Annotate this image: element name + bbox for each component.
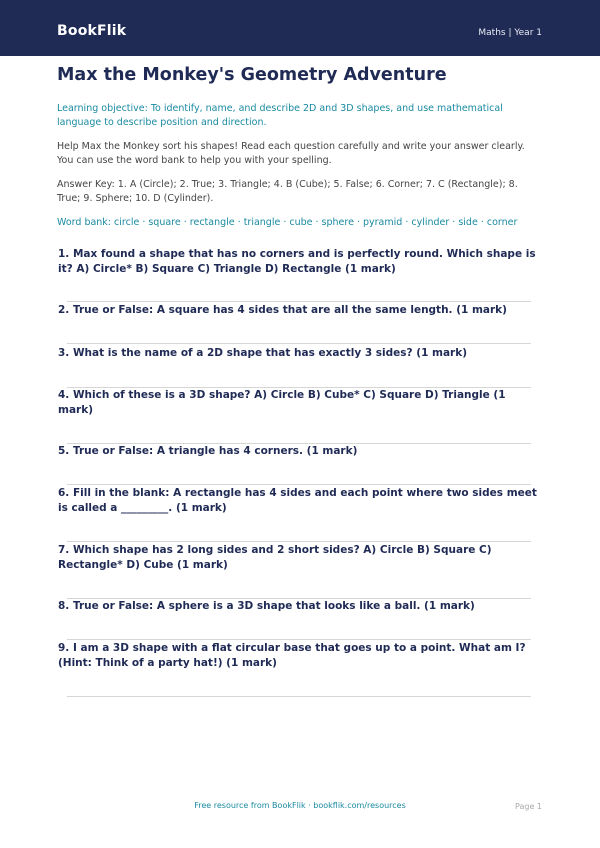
word-bank: Word bank: circle · square · rectangle · triangle · cube · sphere · pyramid · cylinder · side · corner <box>57 217 518 228</box>
instructions: Help Max the Monkey sort his shapes! Read each question carefully and write your answer clearly. You can use the word bank to help you with your spelling. <box>57 141 525 166</box>
question-5: 5. True or False: A triangle has 4 corners. (1 mark) <box>58 445 358 457</box>
question-7: 7. Which shape has 2 long sides and 2 short sides? A) Circle B) Square C) Rectangle* D) Cube (1 mark) <box>58 544 492 571</box>
answer-line-6[interactable] <box>67 541 531 542</box>
answer-key: Answer Key: 1. A (Circle); 2. True; 3. Triangle; 4. B (Cube); 5. False; 6. Corner; 7. C (Rectangle); 8. True; 9. Sphere; 10. D (Cylinder). <box>57 179 518 204</box>
question-9: 9. I am a 3D shape with a flat circular base that goes up to a point. What am I? (Hint: Think of a party hat!) (1 mark) <box>58 642 526 669</box>
answer-line-1[interactable] <box>67 301 531 302</box>
question-8: 8. True or False: A sphere is a 3D shape that looks like a ball. (1 mark) <box>58 600 475 612</box>
worksheet-content <box>57 65 543 697</box>
page-title: Max the Monkey's Geometry Adventure <box>57 65 447 85</box>
answer-line-5[interactable] <box>67 484 531 485</box>
subject-label: Maths | Year 1 <box>478 28 542 38</box>
question-3: 3. What is the name of a 2D shape that has exactly 3 sides? (1 mark) <box>58 347 468 359</box>
question-4: 4. Which of these is a 3D shape? A) Circle B) Cube* C) Square D) Triangle (1 mark) <box>58 389 506 416</box>
answer-line-9[interactable] <box>67 696 531 697</box>
question-2: 2. True or False: A square has 4 sides that are all the same length. (1 mark) <box>58 304 507 316</box>
answer-line-8[interactable] <box>67 639 531 640</box>
question-6: 6. Fill in the blank: A rectangle has 4 sides and each point where two sides meet is called a _________. (1 mark) <box>58 487 537 514</box>
brand-logo[interactable]: BookFlik <box>57 23 127 39</box>
answer-line-2[interactable] <box>67 343 531 344</box>
header-bar <box>0 0 600 56</box>
question-1: 1. Max found a shape that has no corners and is perfectly round. Which shape is it? A) Circle* B) Square C) Triangle D) Rectangle (1 mark) <box>58 248 536 275</box>
footer-link[interactable]: Free resource from BookFlik · bookflik.com/resources <box>194 801 406 810</box>
page-number: Page 1 <box>515 802 542 811</box>
learning-objective: Learning objective: To identify, name, and describe 2D and 3D shapes, and use mathematical language to describe position and direction. <box>57 103 503 128</box>
